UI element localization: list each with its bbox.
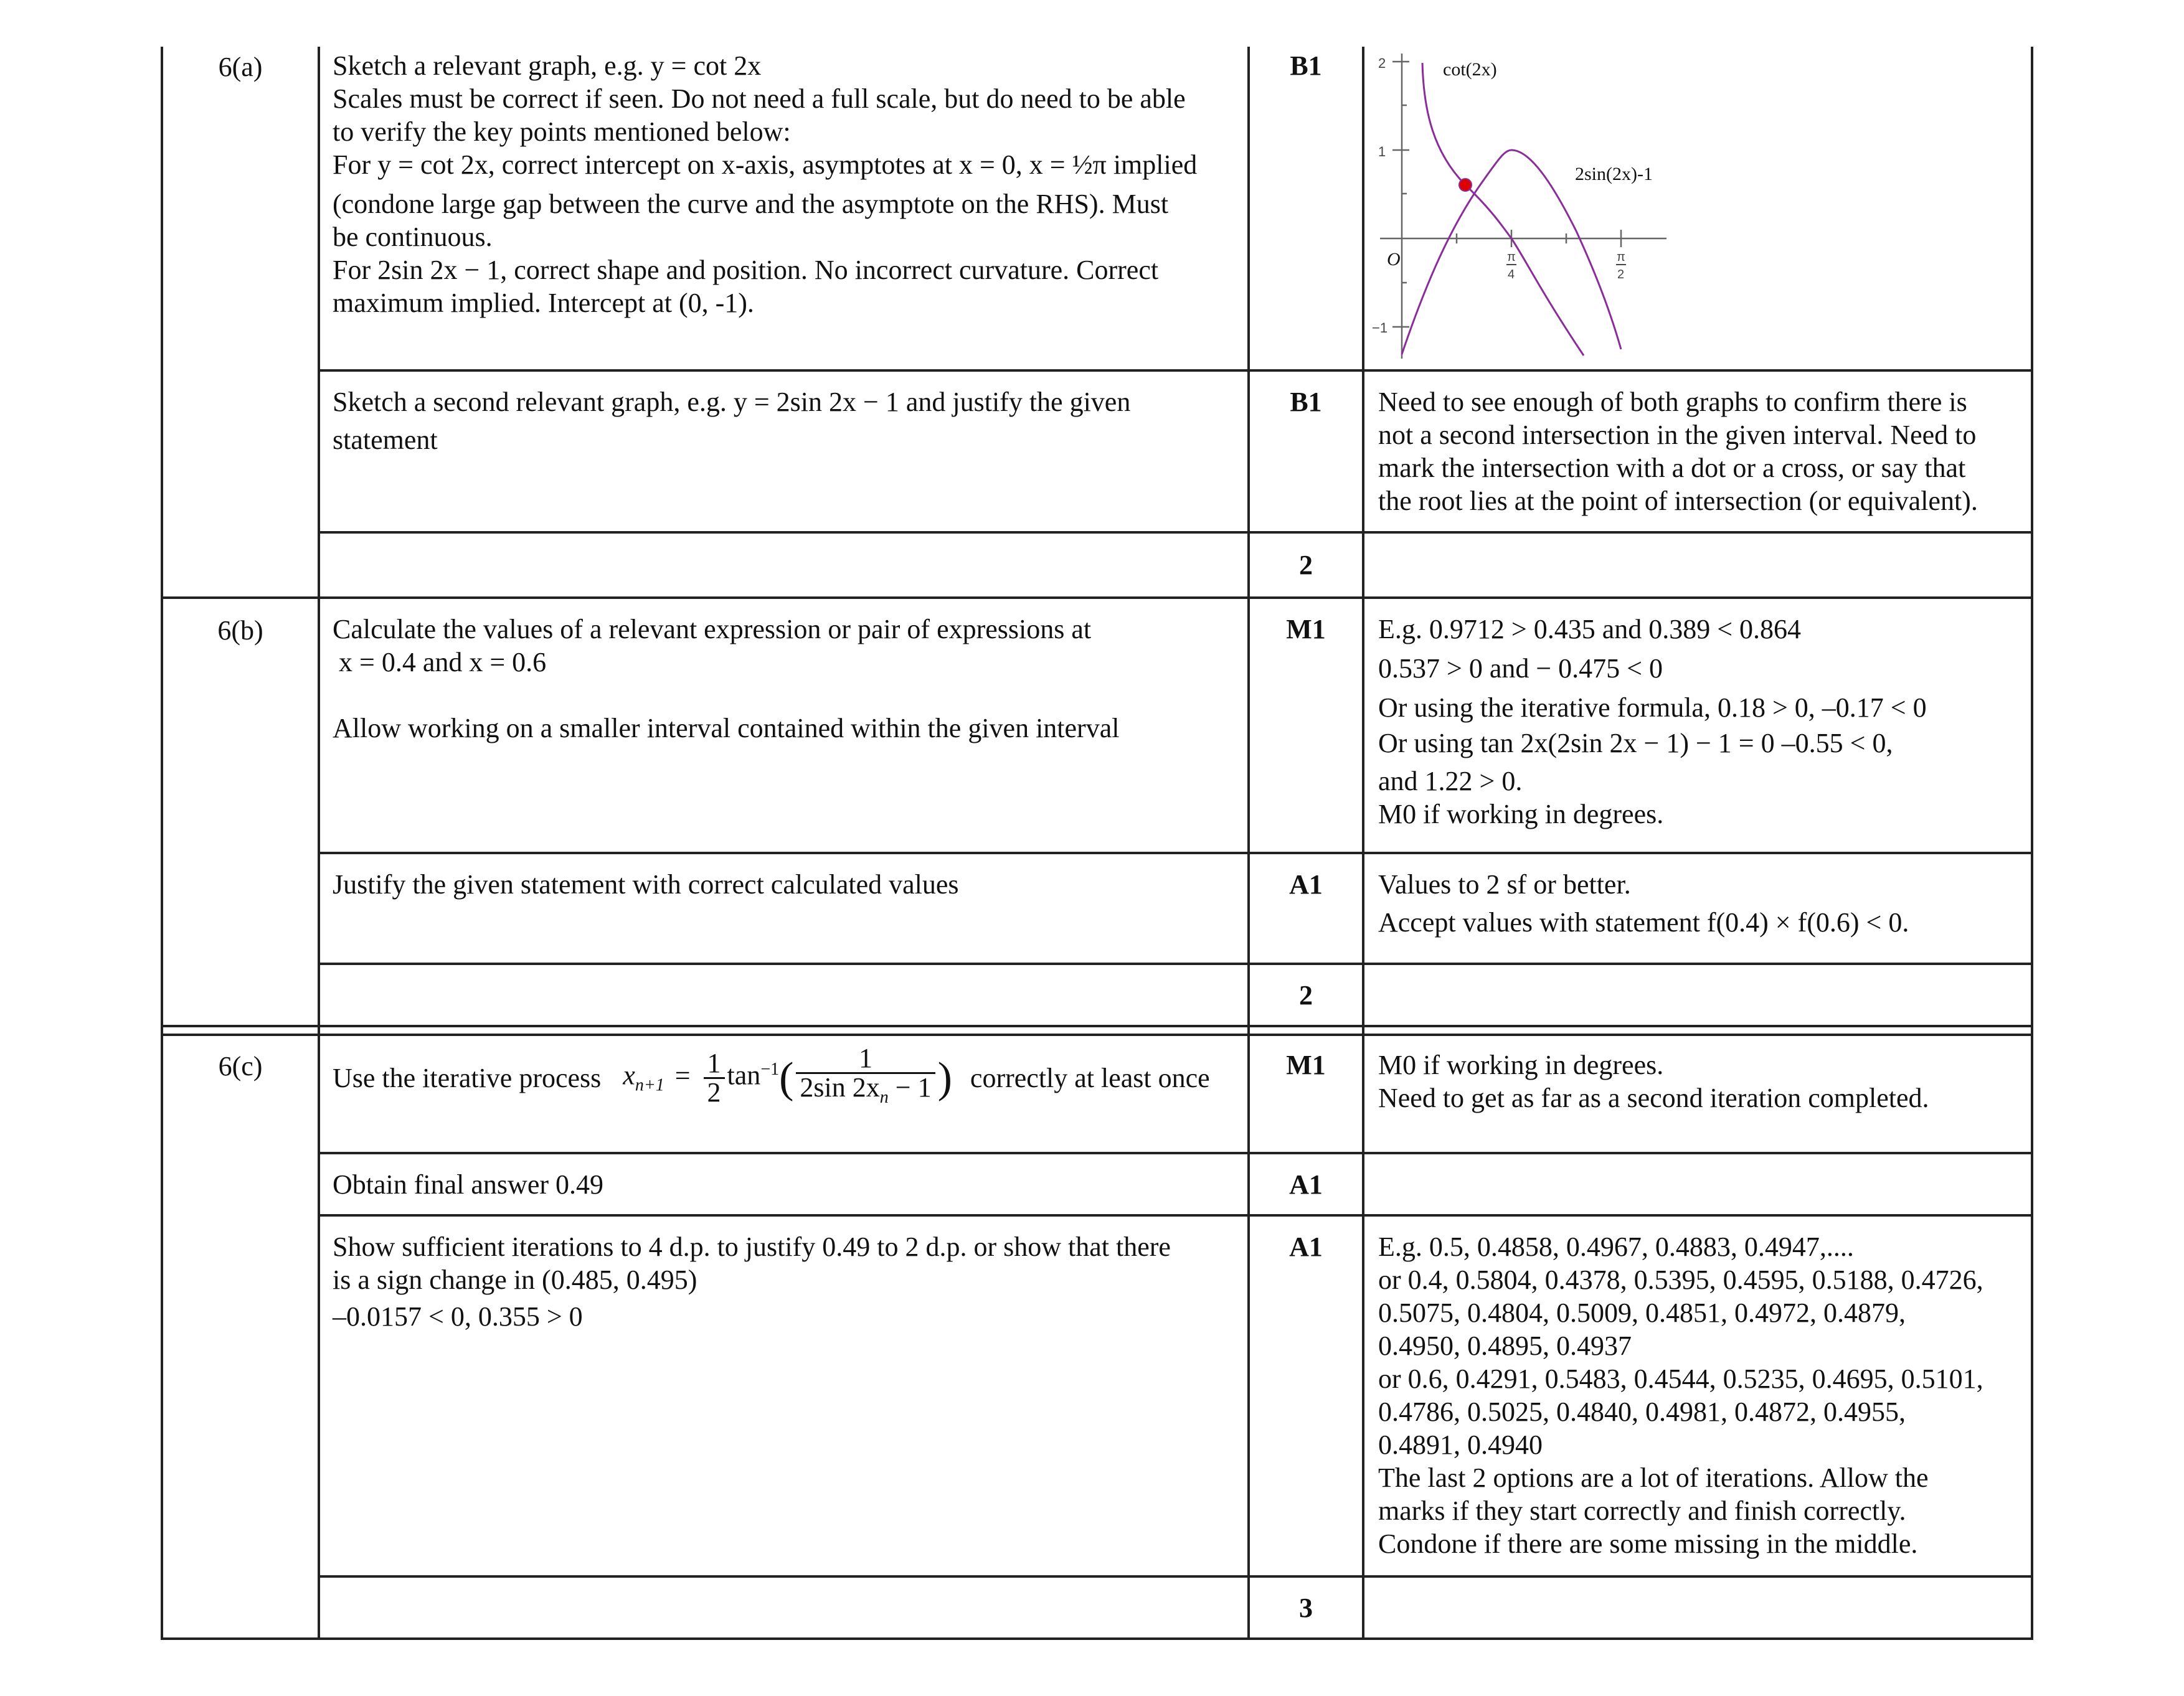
x-tick-label: 2 <box>1617 268 1625 281</box>
sine-label: 2sin(2x)-1 <box>1575 164 1653 184</box>
answer-line: statement <box>333 425 438 455</box>
axes <box>1380 54 1666 359</box>
formula-inner <box>796 1045 935 1111</box>
formula-half <box>704 1047 725 1108</box>
guidance-line: or 0.6, 0.4291, 0.5483, 0.4544, 0.5235, 0.4695, 0.5101, <box>1378 1364 1983 1394</box>
numerator: 1 <box>704 1050 725 1079</box>
answer-cell <box>319 1153 1249 1215</box>
empty-cell <box>319 1576 1249 1639</box>
denominator-tail: − 1 <box>888 1072 932 1103</box>
guidance-line: marks if they start correctly and finish correctly. <box>1378 1496 1906 1526</box>
answer-line: (condone large gap between the curve and the asymptote on the RHS). Must <box>333 189 1169 219</box>
denominator: 2 <box>707 1076 721 1108</box>
table-row <box>162 853 2032 964</box>
guidance-line: E.g. 0.5, 0.4858, 0.4967, 0.4883, 0.4947,.... <box>1378 1232 1854 1262</box>
answer-line <box>333 679 1236 712</box>
answer-cell <box>319 853 1249 964</box>
answer-line: Justify the given statement with correct calculated values <box>333 869 959 900</box>
guidance-line: Need to get as far as a second iteration completed. <box>1378 1083 1929 1113</box>
answer-cell <box>319 370 1249 532</box>
answer-line: is a sign change in (0.485, 0.495) <box>333 1265 697 1295</box>
total-cell <box>1249 964 1363 1026</box>
total-cell <box>1249 1576 1363 1639</box>
answer-cell <box>319 47 1249 370</box>
formula <box>623 1045 952 1111</box>
guidance-line: not a second intersection in the given interval. Need to <box>1378 420 1977 450</box>
question-number-cell <box>162 598 319 1026</box>
answer-text: Use the iterative process <box>333 1062 602 1093</box>
mark-label: A1 <box>1289 1232 1323 1262</box>
total-row <box>162 964 2032 1026</box>
guidance-line: Or using tan 2x(2sin 2x − 1) − 1 = 0 –0.55 < 0, <box>1378 728 1893 758</box>
empty-cell <box>1363 964 2032 1026</box>
guidance-line: or 0.4, 0.5804, 0.4378, 0.5395, 0.4595, 0.5188, 0.4726, <box>1378 1265 1983 1295</box>
guidance-cell <box>1363 370 2032 532</box>
answer-line: maximum implied. Intercept at (0, -1). <box>333 288 754 318</box>
answer-line: Show sufficient iterations to 4 d.p. to justify 0.49 to 2 d.p. or show that there <box>333 1232 1171 1262</box>
guidance-line: 0.4950, 0.4895, 0.4937 <box>1378 1331 1632 1361</box>
guidance-line: the root lies at the point of intersection (or equivalent). <box>1378 486 1978 516</box>
guidance-cell <box>1363 598 2032 853</box>
mark-cell <box>1249 1215 1363 1576</box>
total-marks: 2 <box>1299 550 1313 580</box>
table-row <box>162 47 2032 370</box>
formula-lhs: x <box>623 1060 635 1091</box>
denominator <box>796 1074 935 1111</box>
answer-cell <box>319 1035 1249 1153</box>
total-marks: 3 <box>1299 1592 1313 1623</box>
mark-cell <box>1249 1035 1363 1153</box>
empty-cell <box>319 964 1249 1026</box>
numerator: 1 <box>796 1045 935 1074</box>
x-tick-label: π <box>1617 250 1625 264</box>
x-tick-label: π <box>1507 250 1516 264</box>
guidance-cell <box>1363 1215 2032 1576</box>
guidance-line: Or using the iterative formula, 0.18 > 0, –0.17 < 0 <box>1378 692 1927 723</box>
guidance-cell <box>1363 853 2032 964</box>
answer-line: x = 0.4 and x = 0.6 <box>339 647 547 677</box>
mark-cell <box>1249 853 1363 964</box>
empty-cell <box>1363 1576 2032 1639</box>
origin-label: O <box>1387 249 1401 270</box>
table-row <box>162 1035 2032 1153</box>
mark-label: M1 <box>1286 614 1326 644</box>
y-tick-label: 1 <box>1378 144 1386 159</box>
guidance-line: 0.4786, 0.5025, 0.4840, 0.4981, 0.4872, 0.4955, <box>1378 1397 1906 1427</box>
answer-line: Obtain final answer 0.49 <box>333 1169 603 1200</box>
answer-line: For 2sin 2x − 1, correct shape and position. No incorrect curvature. Correct <box>333 255 1159 285</box>
graph-cell <box>1363 47 2032 370</box>
answer-line: Allow working on a smaller interval contained within the given interval <box>333 713 1120 743</box>
answer-line: For y = cot 2x, correct intercept on x-axis, asymptotes at x = 0, x = ½π implied <box>333 149 1198 180</box>
empty-cell <box>1363 1153 2032 1215</box>
empty-cell <box>319 532 1249 598</box>
mark-label: A1 <box>1289 1169 1323 1200</box>
cot-curve <box>1422 63 1584 356</box>
answer-line: –0.0157 < 0, 0.355 > 0 <box>333 1301 583 1332</box>
formula-tan: tan <box>727 1060 761 1091</box>
guidance-line: Condone if there are some missing in the middle. <box>1378 1529 1918 1559</box>
empty-cell <box>1363 532 2032 598</box>
answer-line: Sketch a relevant graph, e.g. y = cot 2x <box>333 50 762 81</box>
guidance-line: 0.4891, 0.4940 <box>1378 1430 1543 1460</box>
answer-line: be continuous. <box>333 222 493 252</box>
table-row <box>162 370 2032 532</box>
y-tick-label: 2 <box>1378 55 1386 71</box>
separator-cell <box>1249 1026 1363 1035</box>
intersection-point <box>1459 179 1472 191</box>
answer-line: to verify the key points mentioned below: <box>333 116 791 147</box>
total-row <box>162 532 2032 598</box>
guidance-line: M0 if working in degrees. <box>1378 1050 1664 1080</box>
right-paren: ) <box>937 1053 952 1102</box>
denominator-subscript: n <box>879 1087 889 1107</box>
total-row <box>162 1576 2032 1639</box>
mark-scheme-table <box>161 47 2033 1640</box>
guidance-line: M0 if working in degrees. <box>1378 799 1664 829</box>
answer-line: Scales must be correct if seen. Do not need a full scale, but do need to be able <box>333 83 1186 114</box>
formula-subscript: n+1 <box>635 1075 664 1095</box>
question-number-cell <box>162 1035 319 1639</box>
answer-cell <box>319 1215 1249 1576</box>
guidance-line: Values to 2 sf or better. <box>1378 869 1631 900</box>
separator-cell <box>319 1026 1249 1035</box>
guidance-line: 0.537 > 0 and − 0.475 < 0 <box>1378 653 1663 684</box>
answer-line: Calculate the values of a relevant expression or pair of expressions at <box>333 614 1092 644</box>
guidance-line: Accept values with statement f(0.4) × f(0.6) < 0. <box>1378 907 1909 938</box>
mark-label: B1 <box>1290 50 1322 81</box>
mark-label: B1 <box>1290 387 1322 417</box>
table-row <box>162 1153 2032 1215</box>
separator-cell <box>162 1026 319 1035</box>
guidance-cell <box>1363 1035 2032 1153</box>
mark-cell <box>1249 47 1363 370</box>
guidance-line: The last 2 options are a lot of iterations. Allow the <box>1378 1463 1929 1493</box>
mark-cell <box>1249 598 1363 853</box>
question-number: 6(b) <box>217 615 263 646</box>
question-number: 6(a) <box>218 52 263 82</box>
answer-cell <box>319 598 1249 853</box>
x-tick-label: 4 <box>1508 268 1515 281</box>
y-tick-label: −1 <box>1372 320 1388 336</box>
guidance-line: 0.5075, 0.4804, 0.5009, 0.4851, 0.4972, 0.4879, <box>1378 1298 1906 1328</box>
cot-label: cot(2x) <box>1443 59 1497 80</box>
separator-cell <box>1363 1026 2032 1035</box>
total-cell <box>1249 532 1363 598</box>
answer-line: Sketch a second relevant graph, e.g. y = 2sin 2x − 1 and justify the given <box>333 387 1131 417</box>
total-marks: 2 <box>1299 979 1313 1011</box>
left-paren: ( <box>779 1053 794 1102</box>
table-row <box>162 598 2032 853</box>
section-separator <box>162 1026 2032 1035</box>
answer-text: correctly at least once <box>970 1062 1210 1093</box>
question-number-cell <box>162 47 319 598</box>
formula-superscript: −1 <box>760 1059 780 1079</box>
denominator-text: 2sin 2x <box>800 1072 880 1103</box>
guidance-line: E.g. 0.9712 > 0.435 and 0.389 < 0.864 <box>1378 614 1802 644</box>
guidance-line: Need to see enough of both graphs to confirm there is <box>1378 387 1967 417</box>
mark-cell <box>1249 1153 1363 1215</box>
guidance-line: mark the intersection with a dot or a cross, or say that <box>1378 453 1966 483</box>
mark-label: A1 <box>1289 869 1323 900</box>
formula-equals: = <box>674 1060 691 1091</box>
mark-label: M1 <box>1286 1050 1326 1080</box>
mark-cell <box>1249 370 1363 532</box>
guidance-line: and 1.22 > 0. <box>1378 766 1523 796</box>
table-row <box>162 1215 2032 1576</box>
question-number: 6(c) <box>218 1051 263 1081</box>
sketch-graph <box>1364 44 1676 362</box>
